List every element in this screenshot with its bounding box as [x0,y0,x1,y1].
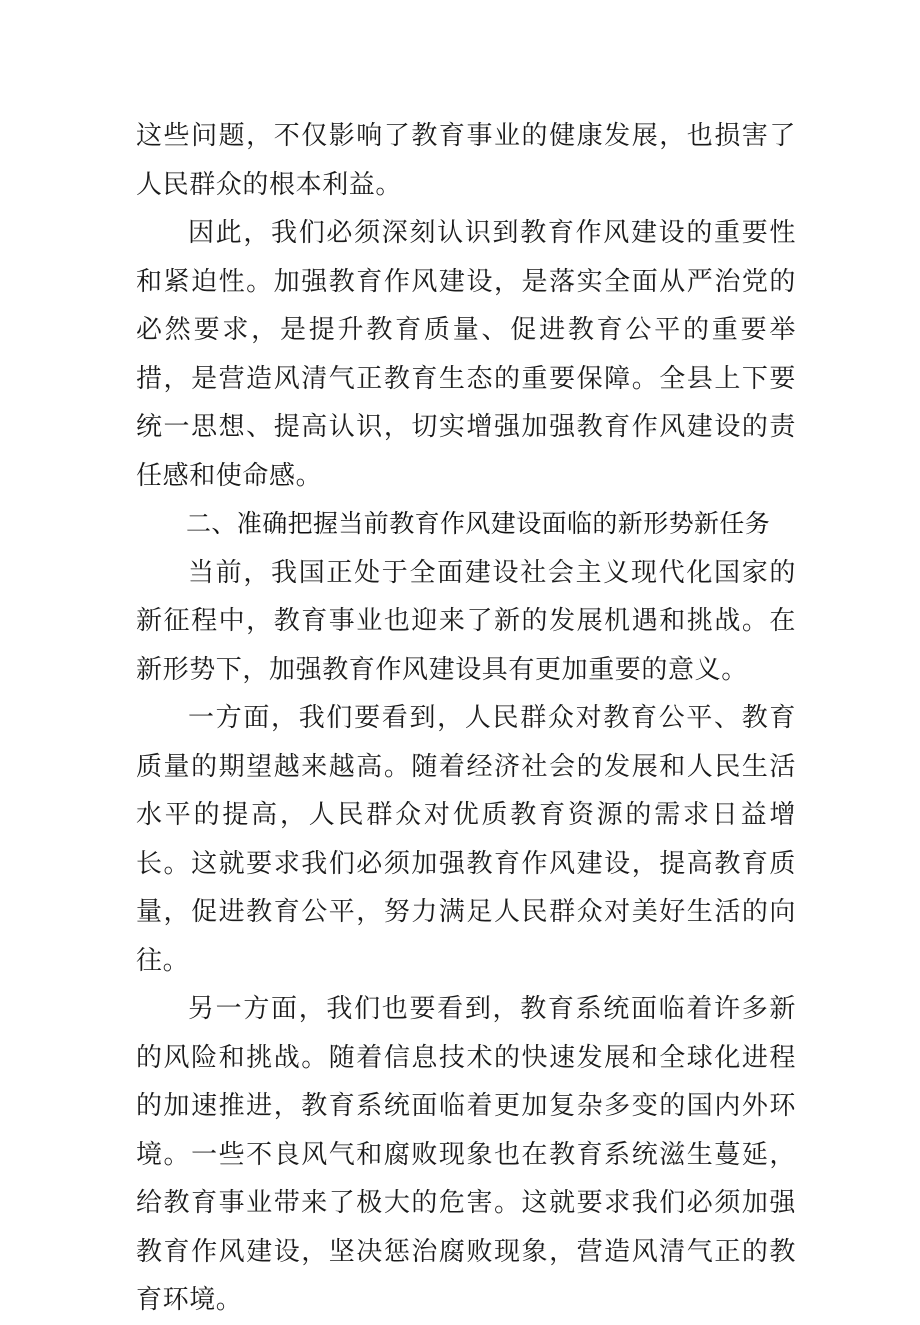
paragraph-continued: 这些问题，不仅影响了教育事业的健康发展，也损害了人民群众的根本利益。 [136,121,796,200]
document-body [136,112,796,1325]
section-heading: 二、准确把握当前教育作风建设面临的新形势新任务 [186,509,771,538]
paragraph-current-situation: 当前，我国正处于全面建设社会主义现代化国家的新征程中，教育事业也迎来了新的发展机遇和挑战。在新形势下，加强教育作风建设具有更加重要的意义。 [136,557,796,685]
paragraph-on-one-hand: 一方面，我们要看到，人民群众对教育公平、教育质量的期望越来越高。随着经济社会的发展和人民生活水平的提高，人民群众对优质教育资源的需求日益增长。这就要求我们必须加强教育作风建设，提高教育质量，促进教育公平，努力满足人民群众对美好生活的向往。 [136,703,796,976]
paragraph-importance: 因此，我们必须深刻认识到教育作风建设的重要性和紧迫性。加强教育作风建设，是落实全面从严治党的必然要求，是提升教育质量、促进教育公平的重要举措，是营造风清气正教育生态的重要保障。全县上下要统一思想、提高认识，切实增强加强教育作风建设的责任感和使命感。 [136,218,796,491]
paragraph-on-other-hand: 另一方面，我们也要看到，教育系统面临着许多新的风险和挑战。随着信息技术的快速发展和全球化进程的加速推进，教育系统面临着更加复杂多变的国内外环境。一些不良风气和腐败现象也在教育系统滋生蔓延，给教育事业带来了极大的危害。这就要求我们必须加强教育作风建设，坚决惩治腐败现象，营造风清气正的教育环境。 [136,994,796,1315]
